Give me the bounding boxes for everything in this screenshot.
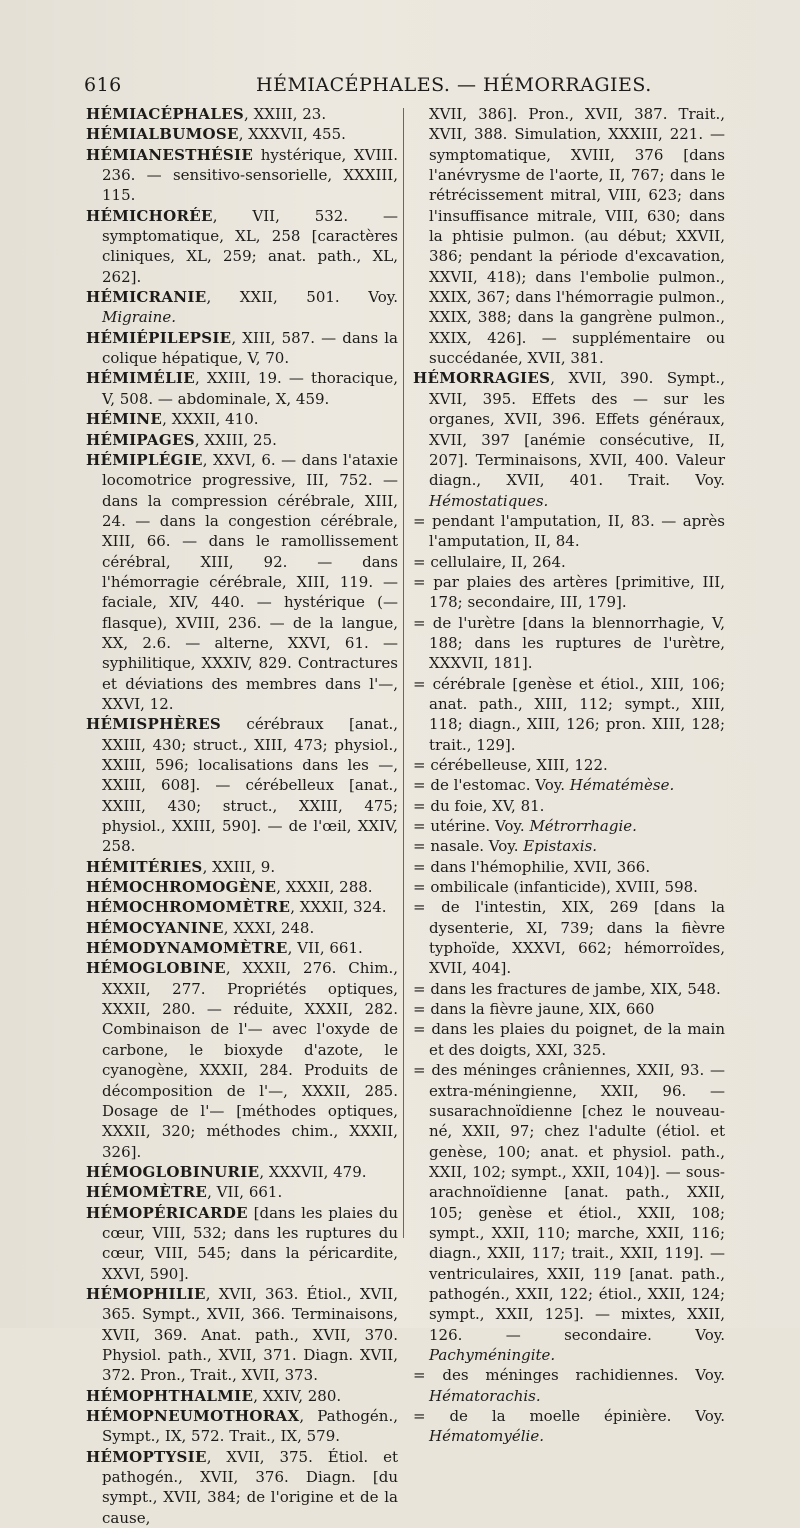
sub-entry [413,552,725,572]
entry-references: = pendant l'amputation, II, 83. — après l'amputation, II, 84. [413,511,725,551]
entry-term: HÉMOGLOBINE [86,959,226,978]
index-entry [86,1162,398,1182]
entry-references: = cérébelleuse, XIII, 122. [413,756,608,774]
sub-entry [413,1060,725,1365]
entry-term: HÉMOPHILIE [86,1284,206,1303]
entry-references: , XXXII, 324. [290,898,387,917]
sub-entry [413,796,725,816]
index-entry [86,1182,398,1202]
entry-references: , VII, 661. [207,1183,283,1202]
entry-term: HÉMOPHTHALMIE [86,1386,254,1405]
entry-term: HÉMORRAGIES [413,369,551,388]
entry-references: = dans l'hémophilie, XVII, 366. [413,857,651,876]
entry-references: = dans la fièvre jaune, XIX, 660 [413,1000,655,1019]
index-entry [86,1386,398,1406]
sub-entry [413,1406,725,1447]
sub-entry [413,857,725,877]
entry-term: HÉMIPAGES [86,430,195,449]
entry-term: HÉMOGLOBINURIE [86,1162,260,1181]
entry-references: , XXXVII, 455. [238,125,346,144]
continued-entry [413,104,725,368]
entry-see-also: Pachyméningite. [429,1345,556,1364]
entry-term: HÉMOCHROMOMÈTRE [86,898,291,917]
index-entry [86,1203,398,1284]
page-number: 616 [84,74,122,96]
entry-references: , XVII, 390. Sympt., XVII, 395. Effets des — sur les organes, XVII, 396. Effets généraux, XVII, 397 [anémie consécutive, II, 207]. Terminaisons, XVII, 400. Valeur diagn., XVII, 401. Trait. Voy. [429,369,725,490]
entry-references: = des méninges crâniennes, XXII, 93. — extra-méningienne, XXII, 96. — susarachnoïdienne [chez le nouveau-né, XXII, 97; chez l'adulte (étiol. et genèse, 100; anat. et physiol. path., XXII, 102; sympt., XXII, 104)]. — sous-arachnoïdienne [anat. path., XXII, 105; genèse et étiol., XXII, 108; sympt., XXII, 110; marche, XXII, 116; diagn., XXII, 117; trait., XXII, 119]. — ventriculaires, XXII, 119 [anat. path., pathogén., XXII, 122; étiol., XXII, 124; sympt., XXII, 125]. — mixtes, XXII, 126. — secondaire. Voy. [413,1061,725,1344]
entry-term: HÉMOPÉRICARDE [86,1203,248,1222]
sub-entry [413,979,725,999]
entry-term: HÉMOMÈTRE [86,1183,208,1202]
right-column [413,104,725,1447]
entry-references: , XXXII, 288. [276,878,373,897]
entry-term: HÉMIPLÉGIE [86,450,203,469]
entry-term: HÉMOCYANINE [86,918,224,937]
index-entry [86,409,398,429]
sub-entry [413,613,725,674]
entry-term: HÉMOPNEUMOTHORAX [86,1407,300,1425]
entry-term: HÉMIANESTHÉSIE [86,145,254,164]
sub-entry [413,572,725,613]
index-entry [86,1284,398,1386]
entry-references: , XXII, 501. Voy. [206,288,398,307]
running-header [84,74,724,100]
sub-entry [413,999,725,1019]
entry-references: , Pathogén., Sympt., IX, 572. Trait., IX, 579. [102,1407,398,1446]
sub-entry [413,674,725,755]
index-entry [86,450,398,714]
index-entry [413,368,725,510]
entry-see-also: Migraine. [102,308,176,327]
entry-term: HÉMINE [86,410,163,429]
entry-references: , XXXI, 248. [223,918,315,937]
entry-references: , XXXII, 276. Chim., XXXII, 277. Propriétés optiques, XXXII, 280. — réduite, XXXII, 282. Combinaison de l'— avec l'oxyde de carbone, le bioxyde d'azote, le cyanogène, XXXII, 284. Produits de décomposition de l'—, XXXII, 285. Dosage de l'— [méthodes optiques, XXXII, 320; méthodes chim., XXXII, 326]. [102,959,398,1161]
sub-entry [413,1019,725,1060]
sub-entry [413,836,725,856]
left-column [86,104,398,1528]
entry-references: , XIII, 587. — dans la colique hépatique, V, 70. [102,328,398,368]
entry-see-also: Epistaxis. [523,837,598,856]
entry-references: = nasale. Voy. [413,837,524,856]
entry-references: , XXIII, 25. [194,430,277,449]
sub-entry [413,775,725,795]
sub-entry [413,755,725,775]
entry-term: HÉMIALBUMOSE [86,125,239,144]
entry-references: , XXXII, 410. [162,410,259,429]
index-entry [86,145,398,206]
entry-references: , XXIII, 9. [202,857,276,876]
index-entry [86,287,398,328]
entry-references: = de la moelle épinière. Voy. [413,1407,725,1425]
page-title: HÉMIACÉPHALES. — HÉMORRAGIES. [256,74,652,96]
entry-term: HÉMICHORÉE [86,206,213,225]
index-entry [86,430,398,450]
entry-see-also: Hématorachis. [429,1386,541,1405]
entry-references: , VII, 661. [287,939,363,958]
sub-entry [413,1365,725,1406]
entry-references: , XXXVII, 479. [259,1162,367,1181]
index-entry [86,328,398,369]
entry-term: HÉMICRANIE [86,288,207,307]
entry-see-also: Hématomyélie. [429,1427,544,1446]
entry-term: HÉMIMÉLIE [86,369,195,388]
index-entry [86,1406,398,1447]
index-entry [86,104,398,124]
entry-term: HÉMOCHROMOGÈNE [86,878,277,897]
entry-term: HÉMODYNAMOMÈTRE [86,939,288,958]
entry-see-also: Hémostatiques. [429,491,549,510]
index-entry [86,714,398,856]
index-entry [86,857,398,877]
index-entry [86,1447,398,1528]
entry-term: HÉMIACÉPHALES [86,105,245,123]
index-entry [86,877,398,897]
index-entry [86,368,398,409]
column-divider [403,108,404,1238]
index-entry [86,206,398,287]
index-entry [86,124,398,144]
entry-term: HÉMISPHÈRES [86,715,221,734]
entry-references: , XVII, 375. Étiol. et pathogén., XVII, 376. Diagn. [du sympt., XVII, 384; de l'origine et de la cause, [102,1447,398,1527]
entry-references: cérébraux [anat., XXIII, 430; struct., XIII, 473; physiol., XXIII, 596; localisations dans les —, XXIII, 608]. — cérébelleux [anat., XXIII, 430; struct., XXIII, 475; physiol., XXIII, 590]. — de l'œil, XXIV, 258. [102,715,398,856]
entry-references: = des méninges rachidiennes. Voy. [413,1366,725,1385]
index-entry [86,938,398,958]
entry-references: = utérine. Voy. [413,817,530,836]
entry-references: , XXIII, 19. — thoracique, V, 508. — abdominale, X, 459. [102,369,398,408]
index-entry [86,958,398,1161]
entry-references: = dans les fractures de jambe, XIX, 548. [413,979,721,998]
entry-references: = ombilicale (infanticide), XVIII, 598. [413,878,698,897]
sub-entry [413,877,725,897]
entry-references: hystérique, XVIII. 236. — sensitivo-sensorielle, XXXIII, 115. [102,145,398,205]
entry-references: , VII, 532. — symptomatique, XL, 258 [caractères cliniques, XL, 259; anat. path., XL, 262]. [102,206,398,286]
sub-entry [413,511,725,552]
entry-references: , XVII, 363. Étiol., XVII, 365. Sympt., XVII, 366. Terminaisons, XVII, 369. Anat. path., XVII, 370. Physiol. path., XVII, 371. Diagn. XVII, 372. Pron., Trait., XVII, 373. [102,1284,398,1385]
entry-see-also: Hématémèse. [569,776,675,795]
entry-references: = de l'urètre [dans la blennorrhagie, V, 188; dans les ruptures de l'urètre, XXXVII, 181]. [413,613,725,673]
entry-term: HÉMITÉRIES [86,857,203,876]
index-entry [86,897,398,917]
entry-references: = cérébrale [genèse et étiol., XIII, 106; anat. path., XIII, 112; sympt., XIII, 118; diagn., XIII, 126; pron. XIII, 128; trait., 129]. [413,674,725,754]
entry-see-also: Métrorrhagie. [529,817,637,836]
entry-references: = de l'intestin, XIX, 269 [dans la dysenterie, XI, 739; dans la fièvre typhoïde, XXXVI, 662; hémorroïdes, XVII, 404]. [413,898,725,978]
entry-term: HÉMIÉPILEPSIE [86,328,232,347]
entry-references: = de l'estomac. Voy. [413,776,570,795]
entry-references: , XXVI, 6. — dans l'ataxie locomotrice progressive, III, 752. — dans la compression cérébrale, XIII, 24. — dans la congestion cérébrale, XIII, 66. — dans le ramollissement cérébral, XIII, 92. — dans l'hémorragie cérébrale, XIII, 119. — faciale, XIV, 440. — hystérique (— flasque), XVIII, 236. — de la langue, XX, 2.6. — alterne, XXVI, 61. — syphilitique, XXXIV, 829. Contractures et déviations des membres dans l'—, XXVI, 12. [102,450,398,713]
entry-references: = par plaies des artères [primitive, III, 178; secondaire, III, 179]. [413,572,725,612]
entry-references: XVII, 386]. Pron., XVII, 387. Trait., XVII, 388. Simulation, XXXIII, 221. — symptomatique, XVIII, 376 [dans l'anévrysme de l'aorte, II, 767; dans le rétrécissement mitral, VIII, 623; dans l'insuffisance mitrale, VIII, 630; dans la phtisie pulmon. (au début; XXVII, 386; pendant la période d'excavation, XXVII, 418); dans l'embolie pulmon., XXIX, 367; dans l'hémorragie pulmon., XXIX, 388; dans la gangrène pulmon., XXIX, 426]. — supplémentaire ou succédanée, XVII, 381. [429,105,725,368]
entry-references: = dans les plaies du poignet, de la main et des doigts, XXI, 325. [413,1020,725,1059]
sub-entry [413,897,725,978]
entry-references: = cellulaire, II, 264. [413,552,566,571]
entry-references: = du foie, XV, 81. [413,796,545,815]
entry-term: HÉMOPTYSIE [86,1447,207,1466]
entry-references: [dans les plaies du cœur, VIII, 532; dans les ruptures du cœur, VIII, 545; dans la péricardite, XXVI, 590]. [102,1203,398,1283]
index-entry [86,918,398,938]
sub-entry [413,816,725,836]
entry-references: , XXIV, 280. [253,1386,342,1405]
entry-references: , XXIII, 23. [244,105,327,123]
